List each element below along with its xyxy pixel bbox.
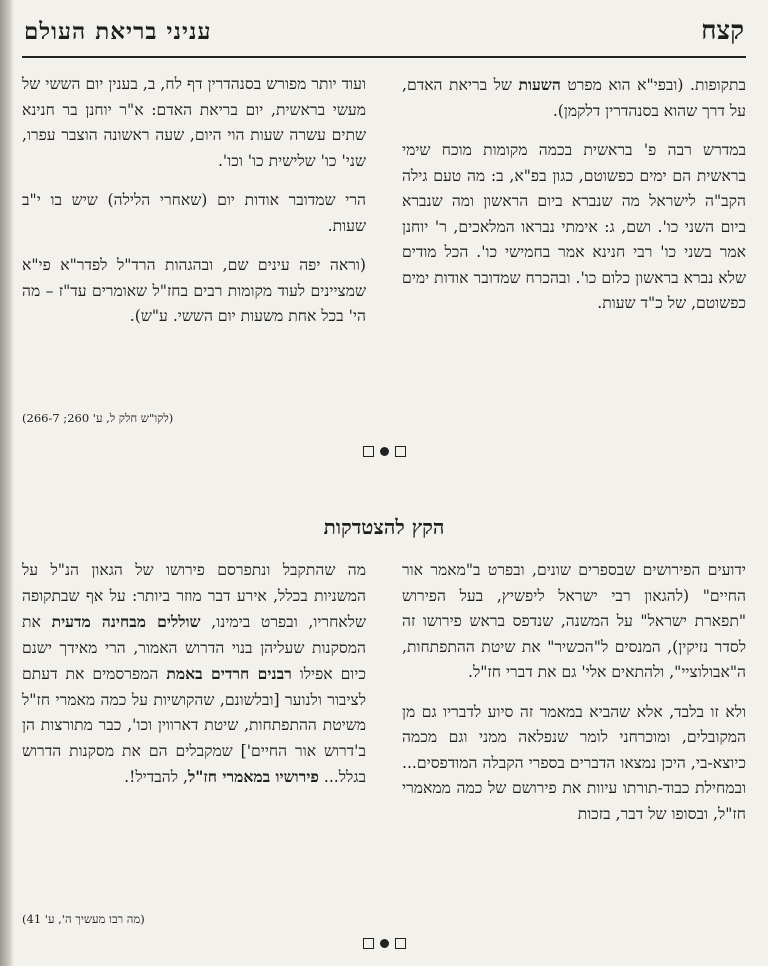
section-title: הקץ להצטדקות [323, 515, 445, 539]
text-run: את המסקנות שעליהן בנוי הדרוש האמור, הרי מאידך ישנם כיום אפילו [22, 613, 367, 683]
text-run: ועוד יותר מפורש בסנהדרין דף לח, ב, בענין יום הששי של מעשי בראשית, יום בריאת האדם: א"ר יוחנן בר חנינא שתים עשרה שעות הוי היום, שעה ראשונה הוצבר עפרו, שני' כו' שלישית כו' וכו'. [22, 75, 366, 170]
book-page [22, 10, 746, 960]
paragraph [22, 558, 366, 791]
text-run: הרי שמדובר אודות יום (שאחרי הלילה) שיש בו י"ב שעות. [22, 191, 366, 235]
square-ornament-icon [363, 938, 374, 949]
section-two-citation: (מה רבו מעשיך ה', ע' 41) [22, 912, 145, 926]
text-run: המפרסמים את דעתם לציבור ולנוער [ובלשונם, שהקושיות על כמה מאמרי חז"ל משיטת ההתפתחות, שיטת דארווין וכו', כבר מתורצות הן ב'דרוש אור החיים'] שמקבלים הם את מסקנות הדרוש בגלל... [22, 665, 366, 786]
bold-text: רבנים חרדים באמת [166, 664, 292, 683]
text-run: , להבדיל!. [124, 768, 188, 786]
text-run: ידועים הפירושים שבספרים שונים, ובפרט ב"מאמר אור החיים" (להגאון רבי ישראל ליפשיץ, בעל הפירוש "תפארת ישראל" על המשנה, שנדפס בראש פירושו זה לסדר נזיקין), המנסים ל"הכשיר" את שיטת ההתפתחות, ה"אבולוציי", ולהתאים אלי' גם את דברי חז"ל. [402, 561, 746, 681]
section-one [22, 72, 746, 432]
text-run: בתקופות. (ובפי"א הוא מפרט [560, 76, 746, 94]
page-number: קצח [701, 16, 744, 46]
bold-text: שוללים מבחינה מדעית [51, 612, 201, 631]
section-one-right-column [402, 72, 746, 331]
section-one-left-column [22, 72, 366, 344]
page-header [22, 10, 746, 58]
paragraph [22, 72, 366, 174]
section-two-right-column [402, 558, 746, 841]
text-run: ולא זו בלבד, אלא שהביא במאמר זה סיוע לדבריו גם מן המקובלים, ומוכרחני לומר שנפלאה ממני וגם מכמה כיוצא-בי, היכן נמצאו הדברים בספרי הקבלה המודפסים... ובמחילת כבוד-תורתו עיוות את פירושם של כמה ממאמרי חז"ל, ובסופו של דבר, בזכות [402, 702, 746, 823]
section-divider-bottom [22, 936, 746, 950]
dot-ornament-icon [380, 939, 389, 948]
square-ornament-icon [363, 446, 374, 457]
bold-text: השעות [518, 75, 561, 94]
text-run: של בריאת האדם, על דרך שהוא בסנהדרין דלקמן). [402, 76, 746, 120]
section-two-left-column [22, 558, 366, 805]
section-one-citation: (לקו"ש חלק ל, ע' 260; 266-7) [22, 411, 174, 425]
paragraph [22, 188, 366, 239]
paragraph [402, 558, 746, 686]
text-run: במדרש רבה פ' בראשית בכמה מקומות מוכח שימי בראשית הם ימים כפשוטם, כגון בפ"א, ב: מה טעם גילה הקב"ה לישראל מה שנברא ביום הראשון ומה שנברא ביום השני כו'. ושם, ג: אימתי נבראו המלאכים, ר' יוחנן אמר בשני כו' רבי חנינא אמר בחמישי כו'. הכל מודים שלא נברא בראשון כלום כו'. ובהכרח שמדובר אודות ימים כפשוטם, של כ"ד שעות. [402, 141, 746, 312]
paragraph [402, 700, 746, 828]
text-run: מה שהתקבל ונתפרסם פירושו של הגאון הנ"ל על המשניות בכלל, אירע דבר מוזר ביותר: על אף שבתקופה שלאחריו, ובפרט בימינו, [22, 561, 366, 631]
running-title: עניני בריאת העולם [24, 18, 212, 45]
square-ornament-icon [395, 938, 406, 949]
paragraph [402, 72, 746, 124]
dot-ornament-icon [380, 447, 389, 456]
paragraph [402, 138, 746, 317]
book-spine-shadow [0, 0, 14, 966]
text-run: (וראה יפה עינים שם, ובהגהות הרד"ל לפדר"א פי"א שמציינים לעוד מקומות רבים בחז"ל שאומרים עד"ז – מה הי' בכל אחת משעות יום הששי. ע"ש). [22, 256, 366, 325]
paragraph [22, 253, 366, 330]
bold-text: פירושיו במאמרי חז"ל [187, 767, 319, 786]
square-ornament-icon [395, 446, 406, 457]
section-two [22, 558, 746, 938]
section-divider-top [22, 444, 746, 458]
